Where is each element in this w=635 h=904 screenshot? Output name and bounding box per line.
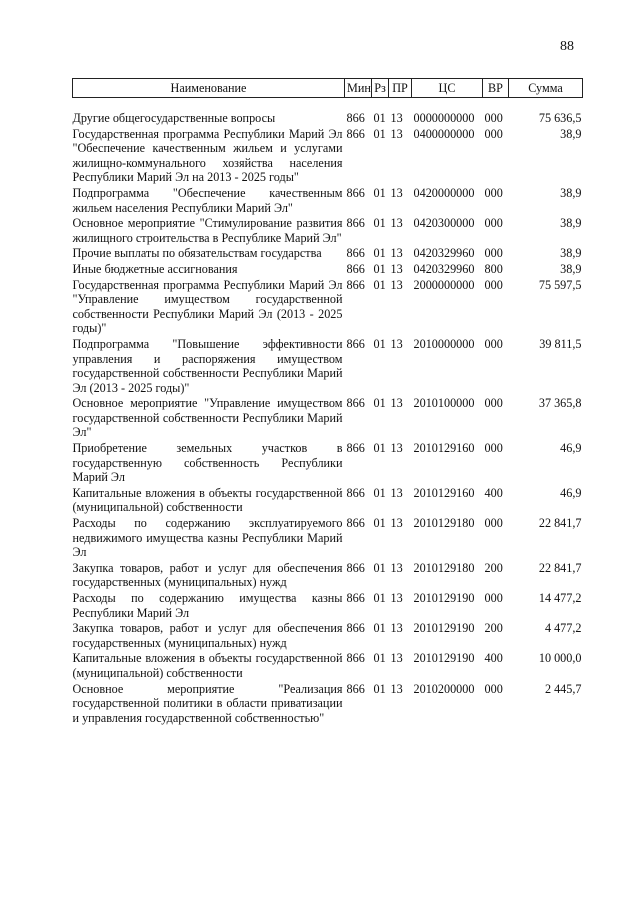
- cell-pr: 13: [390, 621, 403, 636]
- cell-rz: 01: [373, 336, 386, 351]
- cell-name: Основное мероприятие "Реализация государственной политики в области приватизации и управления государственной собственностью": [72, 681, 343, 725]
- cell-min: 866: [346, 651, 365, 666]
- cell-name: Государственная программа Республики Марий Эл "Обеспечение качественным жильем и услугами жилищно-коммунального хозяйства населения Республики Марий Эл на 2013 - 2025 годы": [72, 126, 343, 185]
- cell-vr: 000: [484, 185, 503, 200]
- cell-sum: 14 477,2: [538, 591, 582, 605]
- cell-name: Подпрограмма "Обеспечение качественным жильем населения Республики Марий Эл": [72, 185, 343, 215]
- cell-min: 866: [346, 396, 365, 411]
- cell-name: Подпрограмма "Повышение эффективности управления и распоряжения имуществом государственной собственности Республики Марий Эл (2013 - 2025 годы)": [72, 336, 343, 395]
- cell-rz: 01: [373, 651, 386, 666]
- table-row: [73, 486, 583, 516]
- table-row: [73, 682, 583, 727]
- cell-rz: 01: [373, 277, 386, 292]
- cell-cs: 2010100000: [413, 396, 475, 411]
- cell-vr: 000: [484, 216, 503, 231]
- cell-rz: 01: [373, 216, 386, 231]
- header-cs: ЦС: [412, 79, 483, 98]
- cell-min: 866: [346, 621, 365, 636]
- cell-min: 866: [346, 336, 365, 351]
- cell-pr: 13: [390, 441, 403, 456]
- cell-min: 866: [346, 111, 365, 125]
- cell-cs: 2010129180: [413, 516, 475, 531]
- cell-cs: 2000000000: [413, 277, 475, 292]
- cell-min: 866: [346, 185, 365, 200]
- cell-sum: 4 477,2: [544, 621, 582, 636]
- cell-pr: 13: [390, 216, 403, 231]
- cell-min: 866: [346, 485, 365, 500]
- header-vr: ВР: [483, 79, 509, 98]
- table-row: [73, 278, 583, 337]
- cell-name: Основное мероприятие "Стимулирование развития жилищного строительства в Республике Марий Эл": [72, 216, 343, 245]
- cell-sum: 22 841,7: [538, 560, 582, 575]
- cell-cs: 2010129190: [413, 651, 475, 666]
- cell-vr: 400: [484, 485, 503, 500]
- cell-vr: 000: [484, 336, 503, 351]
- header-name: Наименование: [73, 79, 345, 98]
- table-row: [73, 396, 583, 441]
- cell-pr: 13: [390, 261, 403, 276]
- cell-vr: 000: [484, 126, 503, 141]
- table-row: [73, 246, 583, 262]
- table-row: [73, 216, 583, 246]
- cell-sum: 75 597,5: [538, 277, 582, 292]
- cell-vr: 000: [484, 111, 503, 125]
- cell-cs: 0420300000: [413, 216, 475, 231]
- cell-rz: 01: [373, 485, 386, 500]
- cell-cs: 0420329960: [413, 246, 475, 261]
- cell-cs: 2010129180: [413, 560, 475, 575]
- cell-min: 866: [346, 516, 365, 531]
- cell-pr: 13: [390, 651, 403, 666]
- cell-sum: 38,9: [560, 126, 582, 141]
- cell-name: Прочие выплаты по обязательствам государства: [72, 246, 322, 261]
- page-number: 88: [560, 39, 574, 54]
- cell-sum: 38,9: [560, 246, 582, 261]
- cell-cs: 2010000000: [413, 336, 475, 351]
- cell-pr: 13: [390, 246, 403, 261]
- table-row: [73, 516, 583, 561]
- cell-rz: 01: [373, 185, 386, 200]
- cell-name: Государственная программа Республики Марий Эл "Управление имуществом государственной собственности Республики Марий Эл (2013 - 2025 годы)": [72, 277, 343, 336]
- cell-cs: 2010129190: [413, 621, 475, 636]
- cell-min: 866: [346, 246, 365, 261]
- cell-vr: 400: [484, 651, 503, 666]
- cell-rz: 01: [373, 591, 386, 605]
- cell-cs: 2010129160: [413, 485, 475, 500]
- cell-rz: 01: [373, 111, 386, 125]
- cell-name: Расходы по содержанию эксплуатируемого недвижимого имущества казны Республики Марий Эл: [72, 516, 343, 560]
- cell-rz: 01: [373, 560, 386, 575]
- table-row: [73, 441, 583, 486]
- cell-pr: 13: [390, 336, 403, 351]
- table-header: [73, 79, 583, 98]
- cell-pr: 13: [390, 560, 403, 575]
- header-pr: ПР: [389, 79, 412, 98]
- cell-min: 866: [346, 126, 365, 141]
- cell-sum: 39 811,5: [539, 336, 582, 351]
- cell-cs: 2010200000: [413, 681, 475, 696]
- cell-vr: 000: [484, 681, 503, 696]
- cell-vr: 000: [484, 396, 503, 411]
- cell-rz: 01: [373, 621, 386, 636]
- cell-vr: 200: [484, 560, 503, 575]
- table-row: [73, 651, 583, 681]
- cell-sum: 75 636,5: [538, 111, 582, 125]
- cell-vr: 000: [484, 277, 503, 292]
- cell-min: 866: [346, 591, 365, 605]
- cell-cs: 0420329960: [413, 261, 475, 276]
- cell-pr: 13: [390, 111, 403, 125]
- cell-sum: 38,9: [560, 185, 582, 200]
- cell-sum: 38,9: [560, 216, 582, 231]
- table-row: [73, 621, 583, 651]
- cell-name: Иные бюджетные ассигнования: [72, 261, 238, 276]
- cell-name: Закупка товаров, работ и услуг для обеспечения государственных (муниципальных) нужд: [72, 560, 343, 590]
- cell-name: Расходы по содержанию имущества казны Республики Марий Эл: [72, 591, 343, 620]
- cell-vr: 000: [484, 441, 503, 456]
- cell-min: 866: [346, 560, 365, 575]
- cell-rz: 01: [373, 441, 386, 456]
- cell-pr: 13: [390, 516, 403, 531]
- header-rz: Рз: [372, 79, 389, 98]
- table-row: [73, 561, 583, 591]
- budget-table: [72, 78, 583, 726]
- cell-sum: 46,9: [560, 485, 582, 500]
- cell-rz: 01: [373, 261, 386, 276]
- cell-name: Основное мероприятие "Управление имуществом государственной собственности Республики Марий Эл": [72, 396, 343, 440]
- table-row: [73, 98, 583, 127]
- cell-vr: 000: [484, 591, 503, 605]
- cell-vr: 200: [484, 621, 503, 636]
- cell-cs: 0000000000: [413, 111, 475, 125]
- cell-pr: 13: [390, 591, 403, 605]
- cell-name: Капитальные вложения в объекты государственной (муниципальной) собственности: [72, 651, 343, 680]
- cell-sum: 10 000,0: [538, 651, 582, 666]
- cell-vr: 000: [484, 246, 503, 261]
- cell-rz: 01: [373, 516, 386, 531]
- cell-min: 866: [346, 216, 365, 231]
- cell-rz: 01: [373, 396, 386, 411]
- cell-pr: 13: [390, 185, 403, 200]
- cell-pr: 13: [390, 277, 403, 292]
- cell-sum: 2 445,7: [544, 681, 582, 696]
- cell-rz: 01: [373, 246, 386, 261]
- cell-min: 866: [346, 681, 365, 696]
- table-row: [73, 127, 583, 186]
- cell-sum: 38,9: [560, 261, 582, 276]
- cell-min: 866: [346, 277, 365, 292]
- cell-rz: 01: [373, 681, 386, 696]
- header-row: [73, 79, 583, 98]
- cell-cs: 2010129190: [413, 591, 475, 605]
- cell-cs: 0420000000: [413, 185, 475, 200]
- table-body: [73, 98, 583, 727]
- cell-cs: 0400000000: [413, 126, 475, 141]
- cell-cs: 2010129160: [413, 441, 475, 456]
- cell-vr: 800: [484, 261, 503, 276]
- cell-min: 866: [346, 441, 365, 456]
- cell-sum: 46,9: [560, 441, 582, 456]
- cell-name: Приобретение земельных участков в государственную собственность Республики Марий Эл: [72, 441, 343, 485]
- table-row: [73, 337, 583, 396]
- cell-min: 866: [346, 261, 365, 276]
- table-row: [73, 591, 583, 621]
- cell-name: Другие общегосударственные вопросы: [72, 111, 276, 125]
- cell-vr: 000: [484, 516, 503, 531]
- table-row: [73, 186, 583, 216]
- cell-name: Закупка товаров, работ и услуг для обеспечения государственных (муниципальных) нужд: [72, 621, 343, 650]
- cell-sum: 37 365,8: [538, 396, 582, 411]
- cell-pr: 13: [390, 396, 403, 411]
- header-min: Мин: [345, 79, 372, 98]
- cell-pr: 13: [390, 681, 403, 696]
- cell-pr: 13: [390, 485, 403, 500]
- cell-pr: 13: [390, 126, 403, 141]
- table-row: [73, 262, 583, 278]
- cell-sum: 22 841,7: [538, 516, 582, 531]
- cell-name: Капитальные вложения в объекты государственной (муниципальной) собственности: [72, 485, 343, 515]
- header-sum: Сумма: [509, 79, 583, 98]
- cell-rz: 01: [373, 126, 386, 141]
